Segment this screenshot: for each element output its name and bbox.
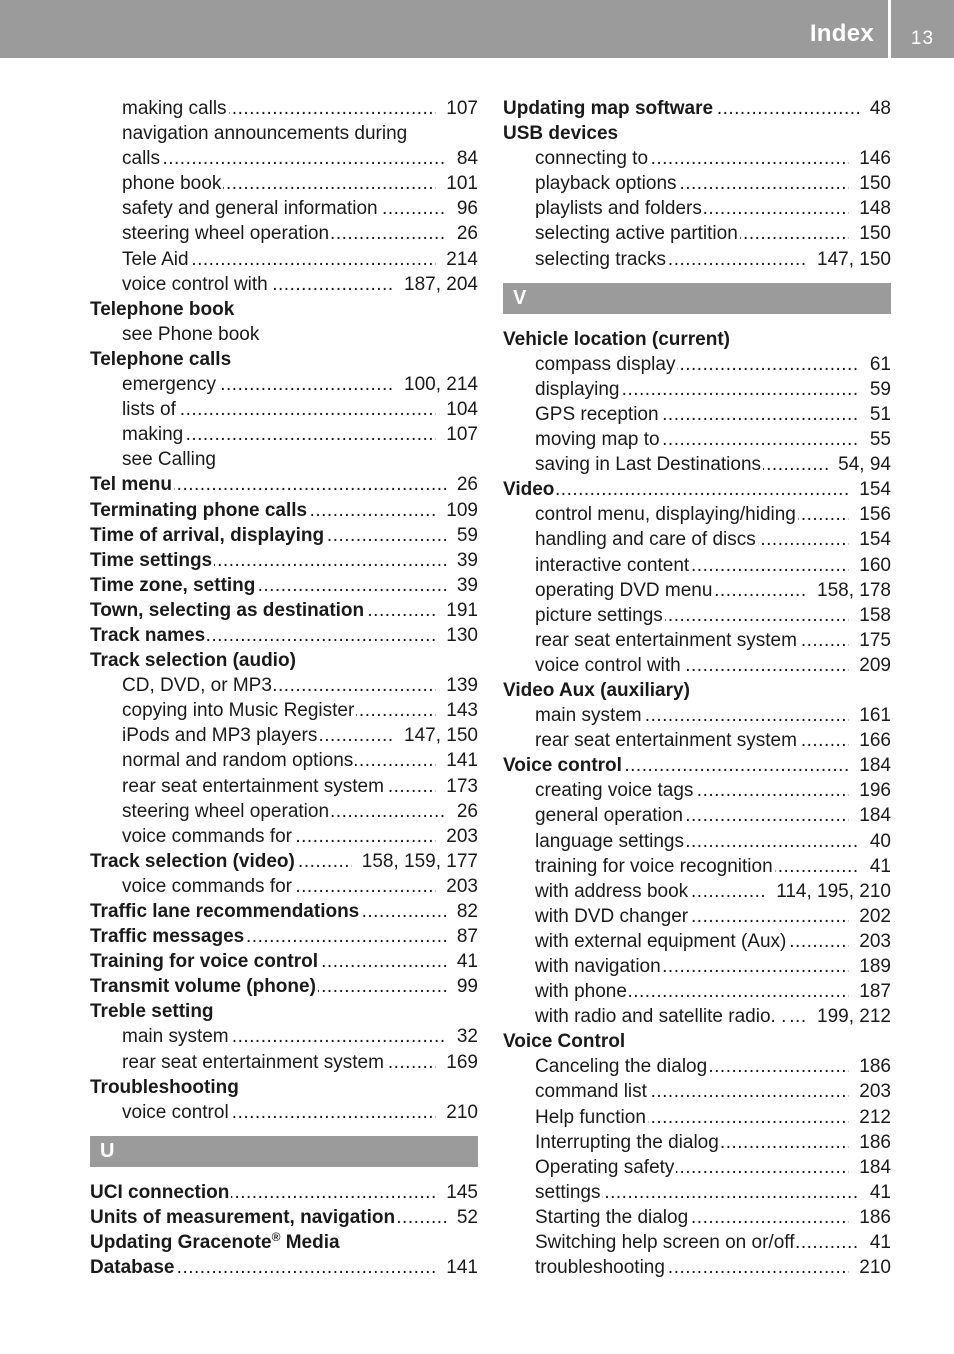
index-subentry <box>503 1255 891 1280</box>
page-reference: 146 <box>849 146 891 171</box>
index-subentry <box>503 402 891 427</box>
index-subentry <box>90 221 478 246</box>
entry-text: rear seat entertainment system <box>122 775 384 797</box>
index-subentry <box>503 778 891 803</box>
entry-text: rear seat entertainment system <box>535 629 797 651</box>
entry-text: moving map to <box>535 429 660 451</box>
index-entry-heading <box>90 974 478 999</box>
page-reference: 96 <box>447 196 478 221</box>
entry-text: making <box>122 424 184 446</box>
entry-text: Traffic messages <box>90 926 245 948</box>
entry-text: saving in Last Destinations <box>535 454 762 476</box>
entry-text: voice commands for <box>122 825 293 847</box>
index-subentry <box>90 723 478 748</box>
index-entry-heading <box>90 1255 478 1280</box>
index-entry-heading <box>90 598 478 623</box>
entry-text: Operating safety <box>535 1156 675 1178</box>
entry-text: voice control with <box>535 654 681 676</box>
entry-text: Track selection (audio) <box>90 650 296 672</box>
entry-text: Telephone calls <box>90 348 232 370</box>
entry-text: Starting the dialog <box>535 1206 689 1228</box>
index-subentry <box>503 703 891 728</box>
page-reference: 141 <box>436 1255 478 1280</box>
entry-text: command list <box>535 1081 647 1103</box>
index-entry-heading <box>90 472 478 497</box>
entry-text: Updating map software <box>503 98 714 119</box>
page-reference: 210 <box>849 1255 891 1280</box>
entry-text: Tele Aid <box>122 248 189 270</box>
index-subentry <box>503 628 891 653</box>
entry-text: language settings <box>535 830 684 852</box>
page-reference: 107 <box>436 96 478 121</box>
page-reference: 59 <box>447 523 478 548</box>
entry-text: Units of measurement, navigation <box>90 1206 396 1228</box>
page-reference: 187, 204 <box>394 272 478 297</box>
index-entry-heading <box>90 573 478 598</box>
index-subentry <box>503 1130 891 1155</box>
page-reference: 87 <box>447 924 478 949</box>
entry-text: steering wheel operation <box>122 800 330 822</box>
index-subentry <box>503 879 891 904</box>
index-subentry <box>90 96 478 121</box>
index-entry-heading <box>90 297 478 322</box>
index-entry-heading <box>90 548 478 573</box>
index-subentry <box>503 146 891 171</box>
index-entry-heading <box>90 899 478 924</box>
entry-text: interactive content <box>535 554 690 576</box>
page-reference: 150 <box>849 171 891 196</box>
page-reference: 191 <box>436 598 478 623</box>
page-reference: 99 <box>447 974 478 999</box>
page-reference: 148 <box>849 196 891 221</box>
page-reference: 203 <box>849 1079 891 1104</box>
section-letter-band: V <box>503 283 891 314</box>
entry-text: calls <box>122 148 161 170</box>
page-reference: 52 <box>447 1205 478 1230</box>
entry-text: playback options <box>535 173 677 195</box>
index-entry-heading <box>90 523 478 548</box>
index-subentry <box>503 1155 891 1180</box>
index-subentry <box>503 929 891 954</box>
page-reference: 26 <box>447 472 478 497</box>
entry-text: UCI connection <box>90 1181 230 1203</box>
entry-text: Interrupting the dialog <box>535 1131 719 1153</box>
entry-text: Training for voice control <box>90 951 319 973</box>
page-reference: 186 <box>849 1130 891 1155</box>
entry-text: handling and care of discs <box>535 529 756 551</box>
page-reference: 141 <box>436 748 478 773</box>
page-reference: 189 <box>849 954 891 979</box>
index-subentry <box>503 904 891 929</box>
entry-text: rear seat entertainment system <box>122 1051 384 1073</box>
entry-text: Video Aux (auxiliary) <box>503 679 690 701</box>
page-reference: 39 <box>447 573 478 598</box>
index-subentry <box>90 322 478 347</box>
page-reference: 139 <box>436 673 478 698</box>
entry-text: CD, DVD, or MP3 <box>122 675 272 697</box>
page-reference: 61 <box>860 352 891 377</box>
index-entry-heading <box>90 623 478 648</box>
index-subentry <box>90 121 478 146</box>
entry-text: Treble setting <box>90 1001 214 1023</box>
index-subentry <box>90 1050 478 1075</box>
entry-text: Track selection (video) <box>90 850 295 872</box>
page-reference: 184 <box>849 803 891 828</box>
entry-text: Voice Control <box>503 1031 626 1053</box>
entry-text: Traffic lane recommendations <box>90 901 360 922</box>
page-reference: 169 <box>436 1050 478 1075</box>
index-entry-heading <box>503 753 891 778</box>
entry-text: Time zone, setting <box>90 574 256 596</box>
index-subentry <box>503 1054 891 1079</box>
page-reference: 203 <box>436 874 478 899</box>
entry-text: with address book <box>535 880 689 902</box>
index-subentry <box>503 603 891 628</box>
page-reference: 145 <box>436 1180 478 1205</box>
index-subentry <box>503 352 891 377</box>
index-column-left <box>90 96 478 1280</box>
index-subentry <box>90 196 478 221</box>
section-letter-band: U <box>90 1136 478 1167</box>
index-entry-heading <box>90 347 478 372</box>
index-subentry <box>90 146 478 171</box>
page-reference: 173 <box>436 774 478 799</box>
entry-text: settings <box>535 1181 601 1203</box>
index-subentry <box>90 824 478 849</box>
page-reference: 202 <box>849 904 891 929</box>
entry-text: see Phone book <box>122 323 260 345</box>
entry-text: Troubleshooting <box>90 1076 239 1098</box>
index-entry-heading <box>90 1230 478 1255</box>
entry-text: with external equipment (Aux) <box>535 930 787 952</box>
entry-text: playlists and folders <box>535 198 702 220</box>
entry-text: Video <box>503 479 555 501</box>
entry-text: voice commands for <box>122 875 293 897</box>
page-reference: 100, 214 <box>394 372 478 397</box>
page-reference: 156 <box>849 502 891 527</box>
page-reference: 82 <box>447 899 478 924</box>
entry-text: copying into Music Register <box>122 700 355 722</box>
index-subentry <box>503 527 891 552</box>
page-title: Index <box>809 20 874 47</box>
entry-text: with DVD changer <box>535 905 689 927</box>
page-reference: 209 <box>849 653 891 678</box>
entry-text: lists of <box>122 399 176 421</box>
index-entry-heading <box>503 678 891 703</box>
index-column-right <box>503 96 891 1280</box>
index-subentry <box>90 1100 478 1125</box>
entry-text: Time settings <box>90 549 213 571</box>
index-subentry <box>90 799 478 824</box>
index-subentry <box>503 1205 891 1230</box>
entry-text: with navigation <box>535 956 661 977</box>
entry-text: operating DVD menu <box>535 579 713 601</box>
index-subentry <box>503 954 891 979</box>
page-reference: 199, 212 <box>807 1004 891 1029</box>
entry-text: phone book <box>122 173 222 195</box>
page-reference: 175 <box>849 628 891 653</box>
index-subentry <box>503 728 891 753</box>
index-subentry <box>90 774 478 799</box>
entry-text: selecting tracks <box>535 248 666 270</box>
page-reference: 154 <box>849 477 891 502</box>
page-reference: 41 <box>860 1180 891 1205</box>
page-reference: 39 <box>447 548 478 573</box>
entry-text: with phone <box>535 981 627 1003</box>
index-subentry <box>503 221 891 246</box>
page-reference: 214 <box>436 247 478 272</box>
index-subentry <box>90 272 478 297</box>
index-entry-heading <box>90 1180 478 1205</box>
page-reference: 55 <box>860 427 891 452</box>
entry-text: general operation <box>535 805 683 827</box>
index-subentry <box>90 874 478 899</box>
entry-text: main system <box>122 1026 229 1048</box>
page-reference: 143 <box>436 698 478 723</box>
index-entry-heading <box>90 924 478 949</box>
page-reference: 158, 178 <box>807 578 891 603</box>
page-reference: 41 <box>860 854 891 879</box>
entry-text: troubleshooting <box>535 1257 665 1279</box>
page-reference: 26 <box>447 799 478 824</box>
entry-text: normal and random options <box>122 750 354 772</box>
page-reference: 186 <box>849 1054 891 1079</box>
index-subentry <box>503 247 891 272</box>
index-entry-heading <box>503 327 891 352</box>
page-reference: 186 <box>849 1205 891 1230</box>
entry-text: Switching help screen on or/off <box>535 1232 795 1254</box>
index-subentry <box>503 979 891 1004</box>
page-reference: 41 <box>860 1230 891 1255</box>
entry-text: with radio and satellite radio. . <box>535 1006 787 1028</box>
entry-text: Updating Gracenote® Media <box>90 1230 340 1254</box>
entry-text: GPS reception <box>535 403 659 425</box>
page-reference: 130 <box>436 623 478 648</box>
page-reference: 158 <box>849 603 891 628</box>
index-subentry <box>503 171 891 196</box>
entry-text: Track names <box>90 624 206 646</box>
index-subentry <box>90 447 478 472</box>
entry-text: Telephone book <box>90 298 235 320</box>
entry-text: creating voice tags <box>535 780 694 802</box>
index-subentry <box>503 1230 891 1255</box>
entry-text: Town, selecting as destination <box>90 599 365 621</box>
entry-text: Canceling the dialog <box>535 1056 708 1078</box>
page-reference: 107 <box>436 422 478 447</box>
page-reference: 203 <box>849 929 891 954</box>
page-reference: 32 <box>447 1024 478 1049</box>
page-reference: 187 <box>849 979 891 1004</box>
index-entry-heading <box>90 498 478 523</box>
entry-text: control menu, displaying/hiding <box>535 504 796 526</box>
entry-text: connecting to <box>535 148 649 170</box>
entry-text: making calls <box>122 98 227 119</box>
index-subentry <box>503 1079 891 1104</box>
entry-text: Vehicle location (current) <box>503 328 730 350</box>
page-reference: 203 <box>436 824 478 849</box>
entry-text: iPods and MP3 players <box>122 725 318 747</box>
page-reference: 114, 195, 210 <box>766 879 891 904</box>
index-subentry <box>90 422 478 447</box>
index-entry-heading <box>503 96 891 121</box>
page-reference: 147, 150 <box>807 247 891 272</box>
entry-text: emergency <box>122 374 216 396</box>
entry-text: steering wheel operation <box>122 223 330 245</box>
index-subentry <box>503 854 891 879</box>
entry-text: Database <box>90 1257 175 1279</box>
page-reference: 40 <box>860 829 891 854</box>
page-reference: 48 <box>860 96 891 121</box>
page-reference: 212 <box>849 1105 891 1130</box>
index-subentry <box>503 502 891 527</box>
page-reference: 59 <box>860 377 891 402</box>
entry-text: Tel menu <box>90 474 172 496</box>
index-subentry <box>503 653 891 678</box>
index-subentry <box>503 1004 891 1029</box>
entry-text: picture settings <box>535 604 663 626</box>
page-number: 13 <box>910 28 935 49</box>
page-reference: 160 <box>849 553 891 578</box>
index-entry-heading <box>90 849 478 874</box>
page-reference: 54, 94 <box>828 452 891 477</box>
index-subentry <box>90 397 478 422</box>
index-subentry <box>90 372 478 397</box>
index-entry-heading <box>503 121 891 146</box>
index-subentry <box>503 1180 891 1205</box>
index-entry-heading <box>503 477 891 502</box>
entry-text: navigation announcements during <box>122 123 408 145</box>
page-reference: 184 <box>849 1155 891 1180</box>
index-entry-heading <box>90 1075 478 1100</box>
index-subentry <box>503 803 891 828</box>
page-reference: 84 <box>447 146 478 171</box>
page-reference: 184 <box>849 753 891 778</box>
entry-text: training for voice recognition <box>535 855 773 877</box>
entry-text: main system <box>535 705 642 727</box>
index-entry-heading <box>90 648 478 673</box>
page-reference: 101 <box>436 171 478 196</box>
page-reference: 109 <box>436 498 478 523</box>
index-subentry <box>503 377 891 402</box>
index-subentry <box>90 698 478 723</box>
index-subentry <box>90 171 478 196</box>
page-reference: 26 <box>447 221 478 246</box>
page-reference: 150 <box>849 221 891 246</box>
index-subentry <box>503 452 891 477</box>
entry-text: USB devices <box>503 123 619 145</box>
entry-text: compass display <box>535 353 676 375</box>
index-subentry <box>90 247 478 272</box>
index-entry-heading <box>90 1205 478 1230</box>
index-subentry <box>90 673 478 698</box>
entry-text: Help function <box>535 1106 646 1128</box>
index-entry-heading <box>503 1029 891 1054</box>
page-reference: 104 <box>436 397 478 422</box>
entry-text: selecting active partition <box>535 223 738 245</box>
page-reference: 166 <box>849 728 891 753</box>
entry-text: rear seat entertainment system <box>535 730 797 752</box>
index-subentry <box>503 196 891 221</box>
index-entry-heading <box>90 999 478 1024</box>
page-reference: 51 <box>860 402 891 427</box>
entry-text: Time of arrival, displaying <box>90 524 325 546</box>
index-entry-heading <box>90 949 478 974</box>
entry-text: voice control <box>122 1101 229 1123</box>
index-subentry <box>503 829 891 854</box>
page-reference: 158, 159, 177 <box>352 849 478 874</box>
index-subentry <box>503 578 891 603</box>
index-subentry <box>503 553 891 578</box>
entry-text: voice control with <box>122 273 268 295</box>
index-subentry <box>90 1024 478 1049</box>
page-reference: 210 <box>436 1100 478 1125</box>
index-subentry <box>90 748 478 773</box>
entry-text: Voice control <box>503 755 622 777</box>
page-reference: 196 <box>849 778 891 803</box>
page-reference: 41 <box>447 949 478 974</box>
page-header <box>0 0 954 58</box>
entry-text: Transmit volume (phone) <box>90 976 316 998</box>
page-reference: 161 <box>849 703 891 728</box>
entry-text: safety and general information <box>122 198 378 220</box>
index-subentry <box>503 427 891 452</box>
entry-text: see Calling <box>122 449 216 471</box>
page-reference: 147, 150 <box>394 723 478 748</box>
index-subentry <box>503 1105 891 1130</box>
entry-text: displaying <box>535 378 620 400</box>
entry-text: Terminating phone calls <box>90 499 308 521</box>
page-reference: 154 <box>849 527 891 552</box>
